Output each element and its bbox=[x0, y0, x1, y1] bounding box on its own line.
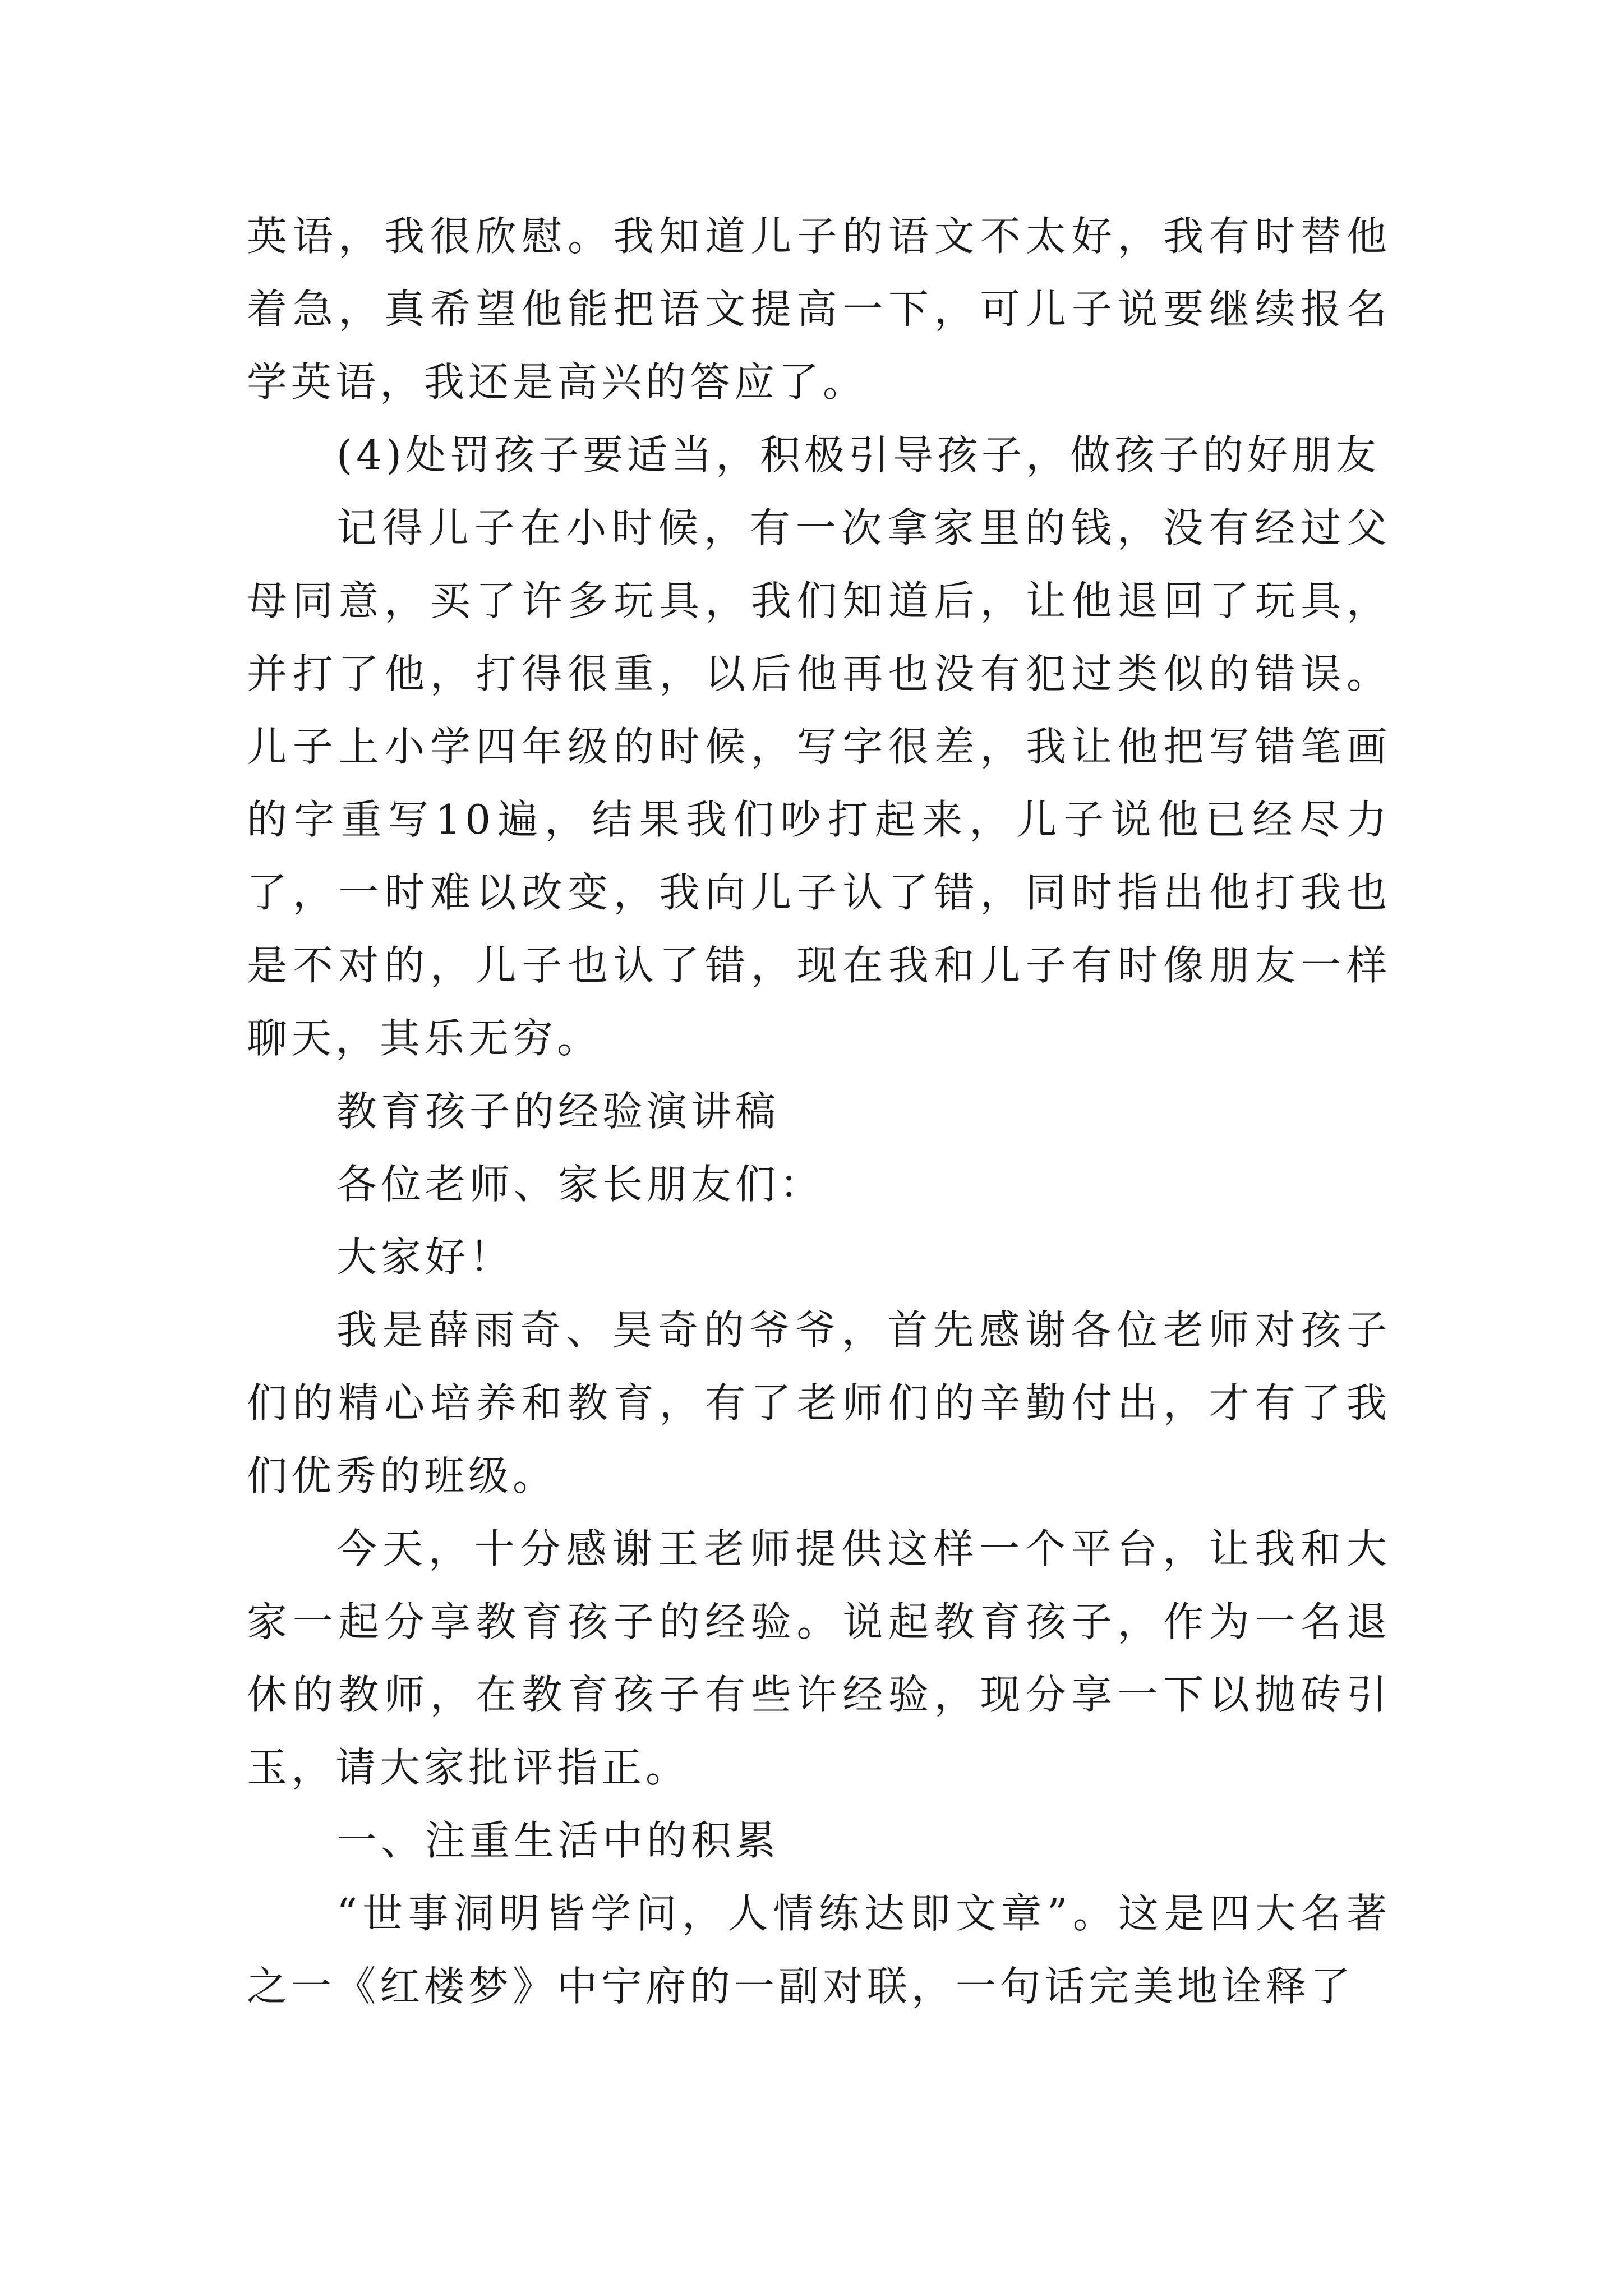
paragraph-quote: “世事洞明皆学问，人情练达即文章”。这是四大名著之一《红楼梦》中宁府的一副对联，一句话完美地诠释了 bbox=[247, 1890, 1391, 2010]
paragraph-continuation: 英语，我很欣慰。我知道儿子的语文不太好，我有时替他着急，真希望他能把语文提高一下，可儿子说要继续报名学英语，我还是高兴的答应了。 bbox=[247, 213, 1391, 406]
paragraph-toy-story: 记得儿子在小时候，有一次拿家里的钱，没有经过父母同意，买了许多玩具，我们知道后，让他退回了玩具，并打了他，打得很重，以后他再也没有犯过类似的错误。儿子上小学四年级的时候，写字很差，我让他把写错笔画的字重写10遍，结果我们吵打起来，儿子说他已经尽力了，一时难以改变，我向儿子认了错，同时指出他打我也是不对的，儿子也认了错，现在我和儿子有时像朋友一样聊天，其乐无穷。 bbox=[247, 504, 1391, 1062]
section-heading-accumulation: 一、注重生活中的积累 bbox=[336, 1817, 780, 1864]
section-heading-punishment: (4)处罚孩子要适当，积极引导孩子，做孩子的好朋友 bbox=[336, 431, 1380, 478]
salutation: 各位老师、家长朋友们： bbox=[336, 1161, 824, 1208]
greeting: 大家好！ bbox=[336, 1234, 514, 1281]
speech-title: 教育孩子的经验演讲稿 bbox=[336, 1088, 780, 1135]
paragraph-introduction: 我是薛雨奇、昊奇的爷爷，首先感谢各位老师对孩子们的精心培养和教育，有了老师们的辛勤付出，才有了我们优秀的班级。 bbox=[247, 1306, 1391, 1499]
paragraph-thanks: 今天，十分感谢王老师提供这样一个平台，让我和大家一起分享教育孩子的经验。说起教育孩子，作为一名退休的教师，在教育孩子有些许经验，现分享一下以抛砖引玉，请大家批评指正。 bbox=[247, 1525, 1391, 1791]
document-body bbox=[247, 200, 1391, 2023]
